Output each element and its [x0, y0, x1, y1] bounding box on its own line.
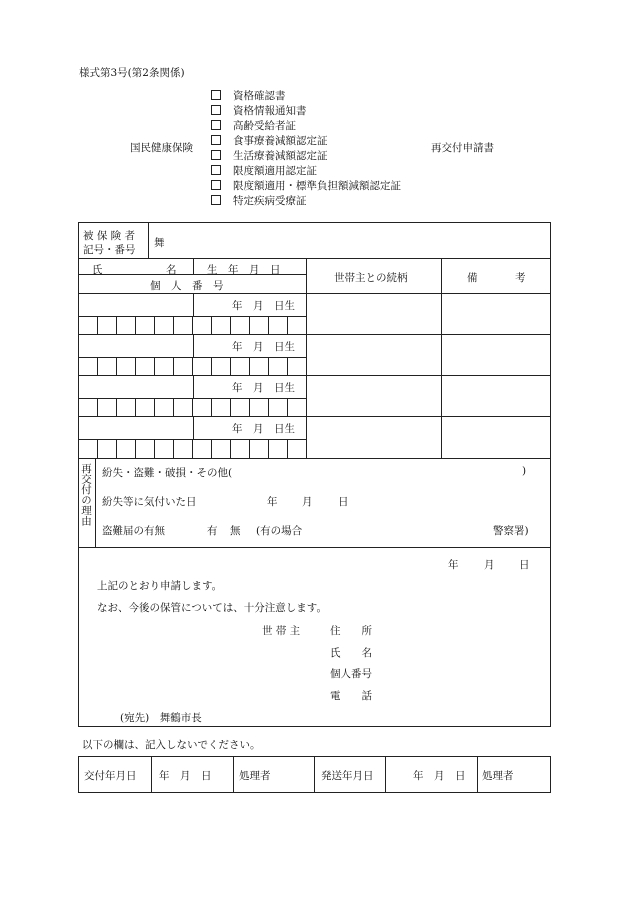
reason-police-report-label: 盗難届の有無: [102, 525, 165, 537]
reason-police-case: (有の場合: [256, 525, 303, 537]
option-gendogaku[interactable]: [211, 163, 317, 178]
insured-label: 被 保 険 者: [83, 230, 136, 242]
member-birth-date[interactable]: 年 月 日生: [232, 300, 295, 312]
householder-address[interactable]: 住 所: [330, 625, 372, 637]
office-handler-label[interactable]: 処理者: [239, 770, 271, 782]
col-header-remarks-2: 考: [515, 272, 526, 284]
option-gendogaku-hyojun[interactable]: [211, 178, 401, 193]
col-header-relation: 世帯主との続柄: [334, 272, 408, 284]
option-shokuji[interactable]: [211, 133, 328, 148]
reason-noticed-year[interactable]: 年: [267, 496, 278, 508]
member-birth-date[interactable]: 年 月 日生: [232, 382, 295, 394]
application-date-day[interactable]: 日: [519, 559, 530, 571]
office-issue-date-label: 交付年月日: [84, 770, 137, 782]
householder-personal-number[interactable]: 個人番号: [330, 668, 372, 680]
header-right-title: 再交付申請書: [431, 142, 494, 154]
reason-police-report-yes[interactable]: 有: [207, 525, 218, 537]
addressee: (宛先) 舞鶴市長: [120, 712, 202, 724]
checkbox[interactable]: [211, 135, 221, 145]
reason-noticed-day[interactable]: 日: [338, 496, 349, 508]
header-left-title: 国民健康保険: [130, 142, 193, 154]
option-label: 特定疾病受療証: [233, 195, 307, 207]
reason-close-paren: ): [522, 465, 527, 477]
checkbox[interactable]: [211, 90, 221, 100]
office-handler-label-2[interactable]: 処理者: [482, 770, 514, 782]
checkbox[interactable]: [211, 165, 221, 175]
office-send-date-label: 発送年月日: [321, 770, 374, 782]
reason-lost-stolen[interactable]: 紛失・盗難・破損・その他(: [102, 467, 233, 479]
option-label: 高齢受給者証: [233, 120, 296, 132]
col-header-name: 氏: [92, 264, 103, 276]
option-shikaku-joho[interactable]: [211, 103, 307, 118]
option-shikaku-kakuninsho[interactable]: [211, 88, 286, 103]
application-date-year[interactable]: 年: [448, 559, 459, 571]
reason-noticed-date-label: 紛失等に気付いた日: [102, 496, 197, 508]
checkbox[interactable]: [211, 150, 221, 160]
member-birth-date[interactable]: 年 月 日生: [232, 341, 295, 353]
member-birth-date[interactable]: 年 月 日生: [232, 423, 295, 435]
option-seikatsu[interactable]: [211, 148, 328, 163]
householder-label: 世 帯 主: [262, 625, 301, 637]
application-date-month[interactable]: 月: [484, 559, 495, 571]
householder-phone[interactable]: 電 話: [330, 690, 372, 702]
col-header-personal-number: 個 人 番 号: [150, 280, 224, 292]
reason-police-report-no[interactable]: 無: [230, 525, 241, 537]
col-header-birth: 生 年 月 日: [207, 264, 281, 276]
insured-number-value[interactable]: 舞: [154, 237, 165, 249]
option-koreisha[interactable]: [211, 118, 296, 133]
checkbox[interactable]: [211, 195, 221, 205]
option-label: 限度額適用・標準負担額減額認定証: [233, 180, 401, 192]
option-label: 生活療養減額認定証: [233, 150, 328, 162]
option-label: 資格情報通知書: [233, 105, 307, 117]
office-send-date[interactable]: 年 月 日: [413, 770, 466, 782]
checkbox[interactable]: [211, 105, 221, 115]
insured-label-2: 記号・番号: [83, 244, 136, 256]
col-header-name-2: 名: [166, 264, 177, 276]
option-tokutei[interactable]: [211, 193, 307, 208]
checkbox[interactable]: [211, 180, 221, 190]
application-statement: 上記のとおり申請します。: [97, 580, 223, 592]
option-label: 食事療養減額認定証: [233, 135, 328, 147]
office-use-note: 以下の欄は、記入しないでください。: [82, 739, 261, 751]
application-statement-2: なお、今後の保管については、十分注意します。: [97, 602, 327, 614]
householder-name[interactable]: 氏 名: [330, 647, 372, 659]
office-issue-date[interactable]: 年 月 日: [159, 770, 212, 782]
option-label: 限度額適用認定証: [233, 165, 317, 177]
reason-police-station[interactable]: 警察署): [493, 525, 529, 537]
reason-noticed-month[interactable]: 月: [302, 496, 313, 508]
option-label: 資格確認書: [233, 90, 286, 102]
col-header-remarks: 備: [467, 272, 478, 284]
checkbox[interactable]: [211, 120, 221, 130]
reason-vertical-label: 再交付の理由: [80, 463, 92, 526]
form-number: 様式第3号(第2条関係): [79, 67, 185, 79]
